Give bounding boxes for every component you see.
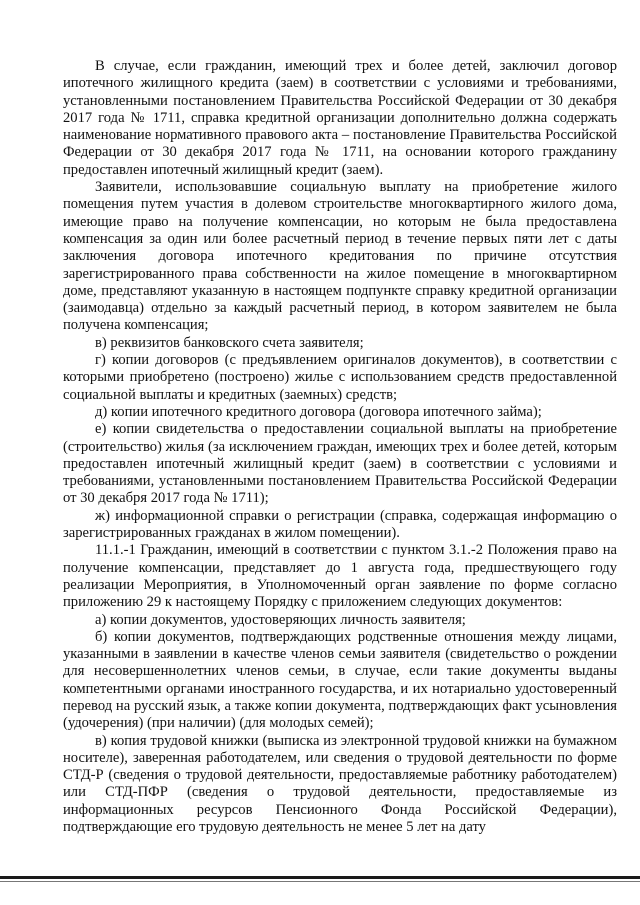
list-item-g-contracts: г) копии договоров (с предъявлением оригиналов документов), в соответствии с которыми приобретено (построено) жилье с использованием средств предоставленной социальной выплаты и кредитных (заемных) средств; — [63, 352, 617, 403]
paragraph-mortgage-large-family: В случае, если гражданин, имеющий трех и более детей, заключил договор ипотечного жилищного кредита (заем) в соответствии с условиями и требованиями, установленными постановлением Правительства Российской Федерации от 30 декабря 2017 года № 1711, справка кредитной организации дополнительно должна содержать наименование нормативного правового акта – постановление Правительства Российской Федерации от 30 декабря 2017 года № 1711, на основании которого гражданину предоставлен ипотечный жилищный кредит (заем). — [63, 58, 617, 178]
list-item-b-family-docs: б) копии документов, подтверждающих родственные отношения между лицами, указанными в заявлении в качестве членов семьи заявителя (свидетельство о рождении для несовершеннолетних членов семьи, в случае, если такие документы выданы компетентными органами иностранного государства, и их нотариально удостоверенный перевод на русский язык, а также копии документа, подтверждающих факт усыновления (удочерения) (при наличии) (для молодых семей); — [63, 628, 617, 732]
list-item-zh-registration: ж) информационной справки о регистрации (справка, содержащая информацию о зарегистрированных гражданах в жилом помещении). — [63, 507, 617, 542]
document-body — [63, 58, 617, 836]
list-item-v-bank-details: в) реквизитов банковского счета заявителя; — [95, 334, 364, 351]
list-item-a-identity-docs: а) копии документов, удостоверяющих личность заявителя; — [95, 611, 466, 628]
scan-bottom-edge — [0, 876, 640, 879]
paragraph-shared-construction-applicants: Заявители, использовавшие социальную выплату на приобретение жилого помещения путем участия в долевом строительстве многоквартирного жилого дома, имеющие право на получение компенсации, но которым не была предоставлена компенсация за один или более расчетный период в течение первых пяти лет с даты заключения договора ипотечного кредитования по причине отсутствия зарегистрированного права собственности на жилое помещение в многоквартирном доме, представляют указанную в настоящем подпункте справку кредитной организации (заимодавца) отдельно за каждый расчетный период, в котором заявителем не была получена компенсация; — [63, 179, 617, 334]
paragraph-clause-11-1-1: 11.1.-1 Гражданин, имеющий в соответствии с пунктом 3.1.-2 Положения право на получение компенсации, представляет до 1 августа года, предшествующего году реализации Мероприятия, в Уполномоченный орган заявление по форме согласно приложению 29 к настоящему Порядку с приложением следующих документов: — [63, 542, 617, 611]
list-item-d-mortgage-agreement: д) копии ипотечного кредитного договора (договора ипотечного займа); — [95, 403, 542, 420]
list-item-e-certificate: е) копии свидетельства о предоставлении социальной выплаты на приобретение (строительство) жилья (за исключением граждан, имеющих трех и более детей, которым предоставлен ипотечный жилищный кредит (заем) в соответствии с условиями и требованиями, установленными постановлением Правительства Российской Федерации от 30 декабря 2017 года № 1711); — [63, 421, 617, 507]
scan-bottom-edge-shadow — [0, 881, 640, 882]
list-item-v-employment-record: в) копия трудовой книжки (выписка из электронной трудовой книжки на бумажном носителе), заверенная работодателем, или сведения о трудовой деятельности по форме СТД-Р (сведения о трудовой деятельности, предоставляемые работнику работодателем) или СТД-ПФР (сведения о трудовой деятельности, предоставляемые из информационных ресурсов Пенсионного Фонда Российской Федерации), подтверждающие его трудовую деятельность не менее 5 лет на дату — [63, 732, 617, 836]
